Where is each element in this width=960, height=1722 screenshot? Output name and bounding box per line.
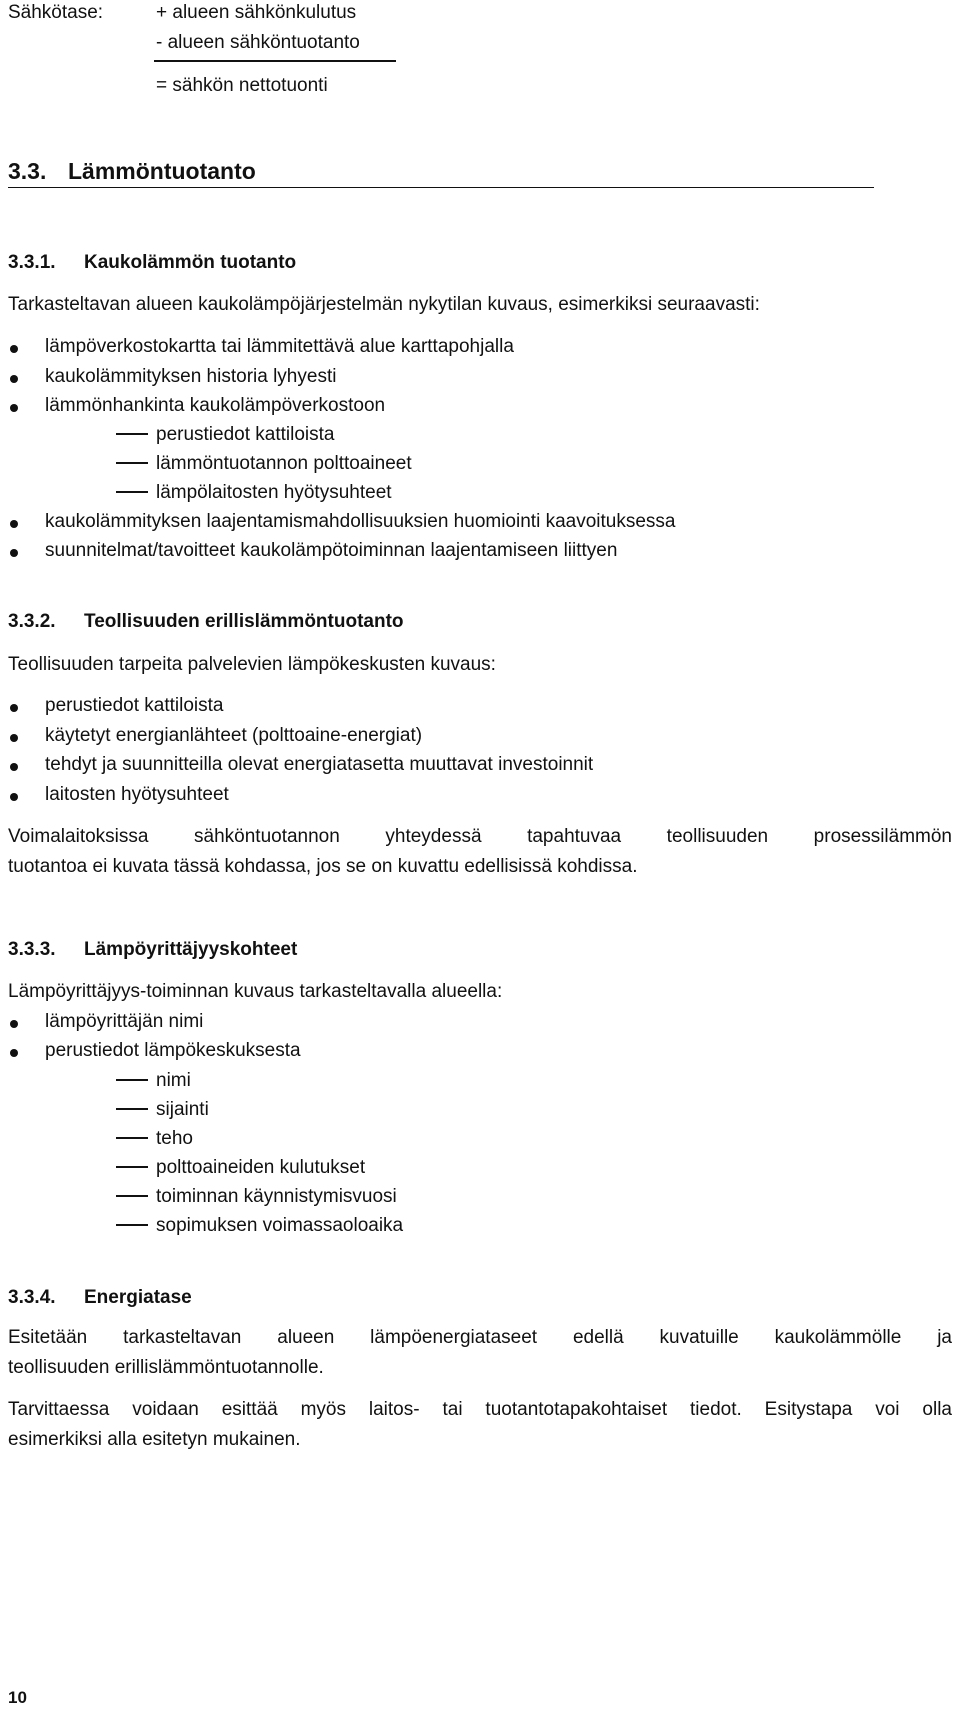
- sub-list-item: sijainti: [156, 1099, 209, 1120]
- balance-line-consumption: + alueen sähkönkulutus: [156, 2, 357, 23]
- dash-marker: [116, 1137, 148, 1139]
- dash-marker: [116, 1108, 148, 1110]
- paragraph-line: tuotantoa ei kuvata tässä kohdassa, jos se on kuvattu edellisissä kohdissa.: [8, 856, 638, 877]
- dash-marker: [116, 433, 148, 435]
- section-332-number: 3.3.2.: [8, 611, 56, 632]
- bullet-dot: [10, 734, 18, 742]
- sub-list-item: sopimuksen voimassaoloaika: [156, 1215, 404, 1236]
- section-333-intro: Lämpöyrittäjyys-toiminnan kuvaus tarkasteltavalla alueella:: [8, 981, 503, 1002]
- balance-result: = sähkön nettotuonti: [156, 75, 328, 96]
- list-item: kaukolämmityksen laajentamismahdollisuuksien huomiointi kaavoituksessa: [45, 511, 676, 532]
- section-33-number: 3.3.: [8, 158, 47, 184]
- section-331-number: 3.3.1.: [8, 252, 56, 273]
- balance-sum-rule: [154, 60, 396, 62]
- dash-marker: [116, 1166, 148, 1168]
- section-334-title: Energiatase: [84, 1287, 192, 1308]
- sub-list-item: lämpölaitosten hyötysuhteet: [156, 482, 392, 503]
- section-333-number: 3.3.3.: [8, 939, 56, 960]
- sub-list-item: teho: [156, 1128, 193, 1149]
- section-331-title: Kaukolämmön tuotanto: [84, 252, 297, 273]
- paragraph-line: Tarvittaessa voidaan esittää myös laitos- tai tuotantotapakohtaiset tiedot. Esitystapa voi olla: [8, 1399, 952, 1420]
- sub-list-item: toiminnan käynnistymisvuosi: [156, 1186, 397, 1207]
- list-item: suunnitelmat/tavoitteet kaukolämpötoiminnan laajentamiseen liittyen: [45, 540, 618, 561]
- paragraph-line: Esitetään tarkasteltavan alueen lämpöenergiataseet edellä kuvatuille kaukolämmölle ja: [8, 1327, 952, 1348]
- bullet-dot: [10, 704, 18, 712]
- bullet-dot: [10, 375, 18, 383]
- list-item: käytetyt energianlähteet (polttoaine-energiat): [45, 725, 423, 746]
- list-item: perustiedot lämpökeskuksesta: [45, 1040, 301, 1061]
- dash-marker: [116, 1195, 148, 1197]
- bullet-dot: [10, 345, 18, 353]
- section-333-title: Lämpöyrittäjyyskohteet: [84, 939, 298, 960]
- balance-line-production: - alueen sähköntuotanto: [156, 32, 360, 53]
- list-item: tehdyt ja suunnitteilla olevat energiatasetta muuttavat investoinnit: [45, 754, 594, 775]
- paragraph-line: esimerkiksi alla esitetyn mukainen.: [8, 1429, 301, 1450]
- bullet-dot: [10, 549, 18, 557]
- bullet-dot: [10, 1049, 18, 1057]
- section-332-intro: Teollisuuden tarpeita palvelevien lämpökeskusten kuvaus:: [8, 654, 496, 675]
- sub-list-item: nimi: [156, 1070, 191, 1091]
- section-334-number: 3.3.4.: [8, 1287, 56, 1308]
- section-33-underline: [8, 187, 874, 188]
- sub-list-item: polttoaineiden kulutukset: [156, 1157, 366, 1178]
- section-33-title: Lämmöntuotanto: [68, 158, 256, 184]
- sub-list-item: perustiedot kattiloista: [156, 424, 335, 445]
- list-item: lämpöverkostokartta tai lämmitettävä alue karttapohjalla: [45, 336, 514, 357]
- list-item: kaukolämmityksen historia lyhyesti: [45, 366, 337, 387]
- paragraph-line: Voimalaitoksissa sähköntuotannon yhteydessä tapahtuvaa teollisuuden prosessilämmön: [8, 826, 952, 847]
- list-item: perustiedot kattiloista: [45, 695, 224, 716]
- list-item: laitosten hyötysuhteet: [45, 784, 229, 805]
- page-number: 10: [8, 1688, 27, 1707]
- sub-list-item: lämmöntuotannon polttoaineet: [156, 453, 412, 474]
- dash-marker: [116, 1079, 148, 1081]
- dash-marker: [116, 462, 148, 464]
- bullet-dot: [10, 404, 18, 412]
- section-332-title: Teollisuuden erillislämmöntuotanto: [84, 611, 404, 632]
- dash-marker: [116, 1224, 148, 1226]
- bullet-dot: [10, 1020, 18, 1028]
- list-item: lämpöyrittäjän nimi: [45, 1011, 204, 1032]
- section-331-intro: Tarkasteltavan alueen kaukolämpöjärjestelmän nykytilan kuvaus, esimerkiksi seuraavasti:: [8, 294, 760, 315]
- dash-marker: [116, 491, 148, 493]
- bullet-dot: [10, 763, 18, 771]
- balance-label: Sähkötase:: [8, 2, 104, 23]
- bullet-dot: [10, 793, 18, 801]
- paragraph-line: teollisuuden erillislämmöntuotannolle.: [8, 1357, 324, 1378]
- list-item: lämmönhankinta kaukolämpöverkostoon: [45, 395, 386, 416]
- bullet-dot: [10, 520, 18, 528]
